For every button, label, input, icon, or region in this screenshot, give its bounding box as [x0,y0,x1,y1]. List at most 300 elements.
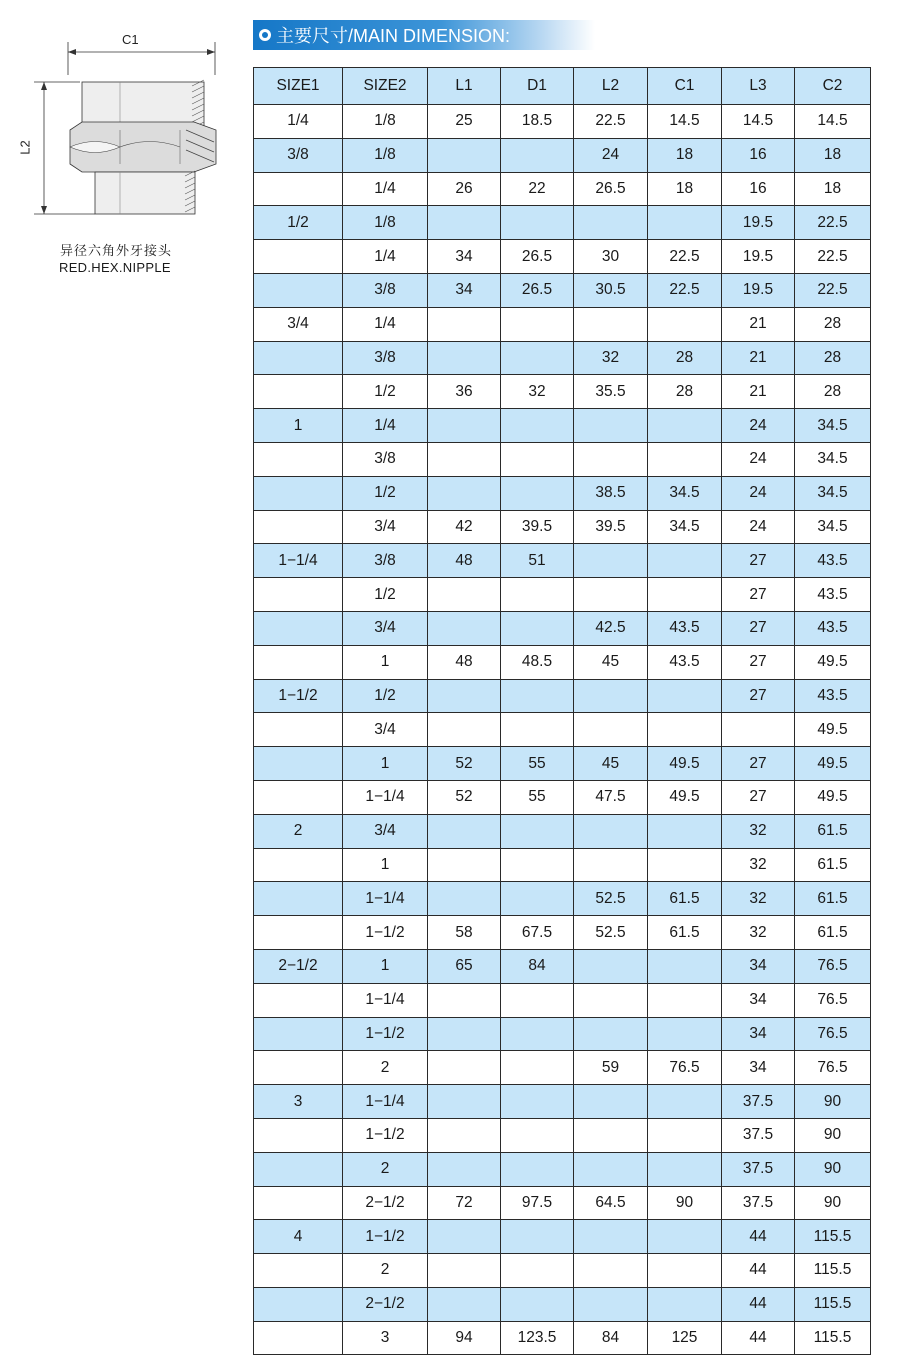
cell-size2: 1/4 [343,307,428,341]
cell-size1: 4 [254,1220,343,1254]
table-row [254,611,871,645]
cell-d1: 26.5 [501,240,574,274]
cell-c1 [648,1287,722,1321]
cell-size1 [254,1254,343,1288]
cell-c2: 61.5 [795,848,871,882]
cell-l2: 52.5 [574,916,648,950]
cell-d1: 123.5 [501,1321,574,1355]
table-row [254,341,871,375]
cell-l3: 32 [722,848,795,882]
cell-c1: 49.5 [648,780,722,814]
cell-c2: 61.5 [795,882,871,916]
cell-l3: 27 [722,544,795,578]
cell-l1 [428,1118,501,1152]
cell-d1 [501,713,574,747]
cell-c2: 34.5 [795,476,871,510]
cell-l2 [574,1118,648,1152]
cell-l1: 52 [428,747,501,781]
cell-d1 [501,1085,574,1119]
cell-l1 [428,138,501,172]
cell-l2: 26.5 [574,172,648,206]
cell-size2: 3/4 [343,814,428,848]
cell-size2: 2 [343,1152,428,1186]
cell-l1 [428,814,501,848]
header-l2: L2 [574,68,648,105]
cell-size2: 1−1/2 [343,916,428,950]
header-c2: C2 [795,68,871,105]
cell-l2 [574,307,648,341]
table-row [254,476,871,510]
cell-c1: 18 [648,172,722,206]
cell-d1 [501,848,574,882]
cell-l3: 34 [722,983,795,1017]
cell-l3: 27 [722,780,795,814]
cell-l2 [574,1085,648,1119]
cell-d1: 22 [501,172,574,206]
cell-l3: 19.5 [722,206,795,240]
cell-d1: 48.5 [501,645,574,679]
cell-d1 [501,476,574,510]
table-row [254,409,871,443]
cell-c2: 28 [795,375,871,409]
cell-size2: 1−1/4 [343,983,428,1017]
cell-l3: 21 [722,341,795,375]
cell-c2: 61.5 [795,814,871,848]
cell-l2 [574,578,648,612]
cell-c1: 43.5 [648,611,722,645]
cell-d1: 55 [501,747,574,781]
cell-size2: 2−1/2 [343,1186,428,1220]
cell-d1 [501,814,574,848]
table-row [254,814,871,848]
cell-l1 [428,1220,501,1254]
cell-size1 [254,1017,343,1051]
header-l3: L3 [722,68,795,105]
table-row [254,1118,871,1152]
cell-l1: 48 [428,544,501,578]
cell-l2 [574,206,648,240]
cell-l1: 42 [428,510,501,544]
table-row [254,307,871,341]
cell-c2: 76.5 [795,949,871,983]
cell-l2 [574,1254,648,1288]
cell-c2: 34.5 [795,442,871,476]
cell-size1 [254,882,343,916]
product-drawing [0,0,245,300]
cell-d1: 32 [501,375,574,409]
cell-size2: 1/2 [343,578,428,612]
cell-size1: 2 [254,814,343,848]
cell-l1 [428,1287,501,1321]
cell-c1 [648,814,722,848]
cell-size2: 1−1/2 [343,1017,428,1051]
cell-l3: 37.5 [722,1118,795,1152]
cell-d1: 55 [501,780,574,814]
cell-l3: 44 [722,1321,795,1355]
cell-l3: 37.5 [722,1186,795,1220]
cell-size2: 1/2 [343,476,428,510]
table-row [254,578,871,612]
cell-l1 [428,679,501,713]
cell-l2: 38.5 [574,476,648,510]
cell-d1 [501,679,574,713]
cell-d1: 67.5 [501,916,574,950]
cell-c1 [648,679,722,713]
cell-size2: 3/4 [343,713,428,747]
table-row [254,442,871,476]
cell-size2: 1−1/4 [343,780,428,814]
cell-l2 [574,1220,648,1254]
cell-l3: 44 [722,1254,795,1288]
cell-size2: 1/4 [343,409,428,443]
cell-c2: 22.5 [795,273,871,307]
cell-l3: 27 [722,747,795,781]
table-header-row [254,68,871,105]
table-row [254,1220,871,1254]
cell-l1 [428,1051,501,1085]
cell-c1 [648,206,722,240]
cell-l3: 24 [722,510,795,544]
cell-size2: 3/8 [343,273,428,307]
cell-l2: 32 [574,341,648,375]
cell-size1 [254,983,343,1017]
cell-size2: 2−1/2 [343,1287,428,1321]
cell-c2: 115.5 [795,1220,871,1254]
cell-size2: 2 [343,1254,428,1288]
cell-d1 [501,206,574,240]
cell-d1: 97.5 [501,1186,574,1220]
cell-l1 [428,341,501,375]
table-row [254,510,871,544]
cell-l2 [574,713,648,747]
cell-l2: 64.5 [574,1186,648,1220]
cell-c1 [648,848,722,882]
cell-size1 [254,611,343,645]
cell-l2: 22.5 [574,105,648,139]
cell-c2: 14.5 [795,105,871,139]
cell-size1 [254,747,343,781]
cell-size1 [254,1051,343,1085]
cell-c2: 22.5 [795,206,871,240]
cell-l1 [428,1085,501,1119]
cell-size2: 1/2 [343,375,428,409]
cell-l1: 34 [428,273,501,307]
cell-l2: 84 [574,1321,648,1355]
cell-c2: 28 [795,307,871,341]
cell-l1 [428,611,501,645]
cell-c2: 18 [795,138,871,172]
cell-d1 [501,341,574,375]
section-title: 主要尺寸/MAIN DIMENSION: [276,26,511,46]
section-banner [253,20,595,50]
table-row [254,1051,871,1085]
cell-size1 [254,1118,343,1152]
cell-l2 [574,679,648,713]
cell-size1 [254,1152,343,1186]
cell-size2: 1/8 [343,206,428,240]
table-row [254,138,871,172]
cell-size1: 1/4 [254,105,343,139]
cell-c2: 90 [795,1118,871,1152]
cell-c1: 22.5 [648,273,722,307]
cell-l2: 24 [574,138,648,172]
cell-c1 [648,1220,722,1254]
cell-l3: 19.5 [722,240,795,274]
cell-c2: 28 [795,341,871,375]
cell-l2: 45 [574,747,648,781]
cell-c1: 22.5 [648,240,722,274]
cell-l1 [428,848,501,882]
cell-l3: 32 [722,882,795,916]
cell-c2: 115.5 [795,1254,871,1288]
cell-l2 [574,442,648,476]
cell-c1: 43.5 [648,645,722,679]
cell-l1: 48 [428,645,501,679]
dim-label-l2: L2 [17,140,33,155]
cell-size1 [254,916,343,950]
bullet-icon [259,29,271,41]
cell-l1: 36 [428,375,501,409]
cell-l2: 52.5 [574,882,648,916]
cell-l1 [428,1017,501,1051]
cell-size1: 1 [254,409,343,443]
header-l1: L1 [428,68,501,105]
cell-size2: 1 [343,949,428,983]
cell-size2: 3/8 [343,341,428,375]
cell-l3: 34 [722,1051,795,1085]
cell-size1 [254,1321,343,1355]
cell-c1: 61.5 [648,882,722,916]
cell-c1: 14.5 [648,105,722,139]
cell-c1 [648,713,722,747]
cell-size2: 3/8 [343,544,428,578]
cell-c1 [648,442,722,476]
cell-size1 [254,240,343,274]
cell-d1 [501,1254,574,1288]
cell-l1: 25 [428,105,501,139]
cell-d1: 26.5 [501,273,574,307]
cell-size2: 3/4 [343,510,428,544]
cell-l3: 27 [722,679,795,713]
cell-size1: 3/4 [254,307,343,341]
cell-c1 [648,1017,722,1051]
table-row [254,645,871,679]
cell-c2: 90 [795,1186,871,1220]
cell-size1 [254,476,343,510]
cell-d1 [501,882,574,916]
cell-size1 [254,375,343,409]
cell-l2: 59 [574,1051,648,1085]
cell-l3: 21 [722,375,795,409]
product-name-english: RED.HEX.NIPPLE [59,260,171,275]
cell-size2: 1−1/2 [343,1118,428,1152]
cell-d1 [501,611,574,645]
cell-l2 [574,1017,648,1051]
table-row [254,172,871,206]
cell-l1 [428,442,501,476]
table-row [254,1254,871,1288]
table-row [254,713,871,747]
cell-size2: 1 [343,645,428,679]
cell-l1: 34 [428,240,501,274]
cell-d1: 84 [501,949,574,983]
cell-c1 [648,1254,722,1288]
cell-c1 [648,544,722,578]
table-row [254,544,871,578]
cell-l2 [574,949,648,983]
cell-l3: 16 [722,138,795,172]
cell-d1: 51 [501,544,574,578]
cell-l1 [428,409,501,443]
cell-l1: 58 [428,916,501,950]
cell-d1 [501,409,574,443]
cell-d1 [501,1051,574,1085]
table-row [254,1152,871,1186]
table-row [254,1287,871,1321]
cell-size2: 1/4 [343,240,428,274]
cell-l2 [574,1152,648,1186]
cell-c2: 43.5 [795,611,871,645]
cell-l3: 37.5 [722,1152,795,1186]
cell-l3: 21 [722,307,795,341]
table-row [254,206,871,240]
cell-c1 [648,1085,722,1119]
cell-c2: 90 [795,1152,871,1186]
cell-l2 [574,409,648,443]
table-row [254,848,871,882]
cell-l1: 94 [428,1321,501,1355]
cell-l1 [428,476,501,510]
cell-l1 [428,307,501,341]
cell-size1: 1−1/4 [254,544,343,578]
cell-size2: 1/8 [343,138,428,172]
table-row [254,1017,871,1051]
cell-size1: 3 [254,1085,343,1119]
table-row [254,240,871,274]
cell-c2: 76.5 [795,1051,871,1085]
cell-l2 [574,814,648,848]
cell-size1 [254,273,343,307]
cell-size1 [254,578,343,612]
cell-l2: 39.5 [574,510,648,544]
cell-c1: 76.5 [648,1051,722,1085]
cell-c2: 22.5 [795,240,871,274]
cell-l2: 45 [574,645,648,679]
cell-c2: 43.5 [795,578,871,612]
cell-c2: 34.5 [795,409,871,443]
cell-l2: 30 [574,240,648,274]
cell-c1: 34.5 [648,510,722,544]
cell-l1 [428,578,501,612]
table-row [254,1186,871,1220]
cell-c2: 115.5 [795,1287,871,1321]
cell-l3: 44 [722,1220,795,1254]
cell-size1: 1−1/2 [254,679,343,713]
cell-size2: 1−1/4 [343,1085,428,1119]
cell-size1 [254,1186,343,1220]
cell-size2: 1/2 [343,679,428,713]
cell-c1 [648,949,722,983]
table-row [254,949,871,983]
cell-l1: 72 [428,1186,501,1220]
cell-l3: 14.5 [722,105,795,139]
cell-l3: 27 [722,645,795,679]
cell-d1 [501,983,574,1017]
cell-l3: 32 [722,916,795,950]
cell-d1: 18.5 [501,105,574,139]
cell-c2: 76.5 [795,983,871,1017]
cell-size1 [254,713,343,747]
cell-size1 [254,645,343,679]
cell-c1: 34.5 [648,476,722,510]
cell-size2: 1 [343,747,428,781]
cell-l3: 24 [722,442,795,476]
cell-l3: 19.5 [722,273,795,307]
cell-d1 [501,1287,574,1321]
cell-size1 [254,848,343,882]
cell-c2: 49.5 [795,747,871,781]
table-row [254,273,871,307]
cell-size2: 1−1/2 [343,1220,428,1254]
table-row [254,780,871,814]
cell-c1 [648,409,722,443]
cell-c1: 18 [648,138,722,172]
cell-size1 [254,780,343,814]
cell-l3: 24 [722,409,795,443]
cell-size2: 3/8 [343,442,428,476]
table-row [254,375,871,409]
cell-d1 [501,138,574,172]
cell-size1: 2−1/2 [254,949,343,983]
cell-l3: 34 [722,1017,795,1051]
cell-l1 [428,206,501,240]
cell-c2: 43.5 [795,679,871,713]
cell-l3: 16 [722,172,795,206]
cell-size1 [254,341,343,375]
cell-d1: 39.5 [501,510,574,544]
cell-l3: 34 [722,949,795,983]
cell-c2: 115.5 [795,1321,871,1355]
cell-l1 [428,713,501,747]
cell-size1 [254,510,343,544]
dimension-table [253,67,871,1355]
cell-l1: 52 [428,780,501,814]
cell-d1 [501,442,574,476]
cell-c2: 43.5 [795,544,871,578]
cell-d1 [501,1017,574,1051]
header-size2: SIZE2 [343,68,428,105]
cell-c2: 49.5 [795,713,871,747]
cell-l1 [428,1152,501,1186]
cell-size1: 3/8 [254,138,343,172]
cell-size1 [254,1287,343,1321]
cell-size2: 3/4 [343,611,428,645]
cell-size2: 2 [343,1051,428,1085]
cell-l1 [428,983,501,1017]
cell-c1: 28 [648,375,722,409]
cell-c1 [648,1152,722,1186]
cell-c1: 49.5 [648,747,722,781]
cell-l1: 65 [428,949,501,983]
table-row [254,882,871,916]
cell-d1 [501,1220,574,1254]
header-c1: C1 [648,68,722,105]
table-row [254,916,871,950]
cell-size1 [254,172,343,206]
cell-l2 [574,848,648,882]
cell-l2 [574,983,648,1017]
table-row [254,679,871,713]
